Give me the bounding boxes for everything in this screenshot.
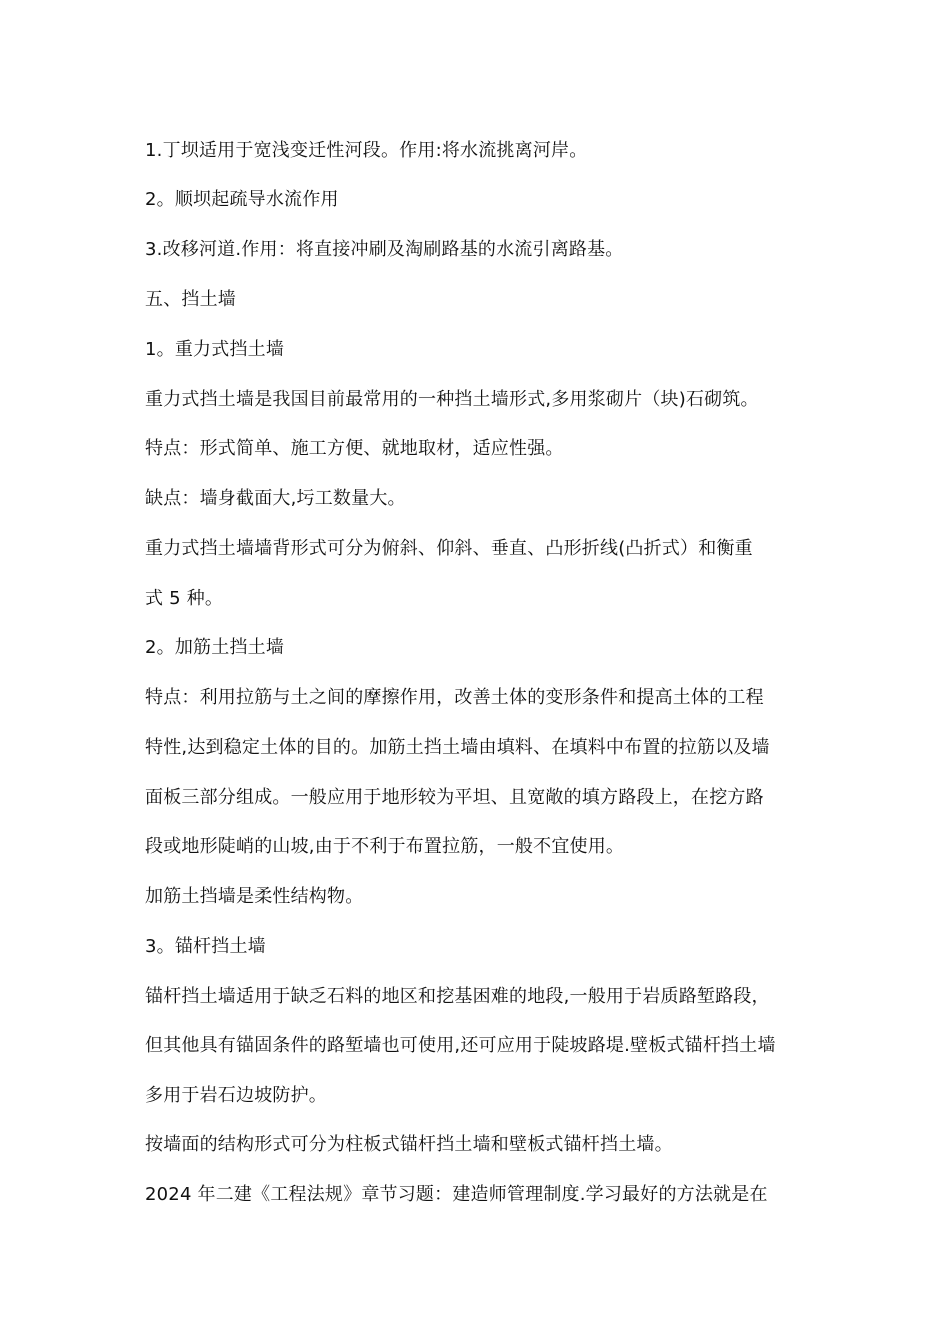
- text-line: 2。顺坝起疏导水流作用: [145, 189, 339, 210]
- text-line: 式 5 种。: [145, 588, 224, 609]
- text-line: 重力式挡土墙墙背形式可分为俯斜、仰斜、垂直、凸形折线(凸折式）和衡重: [145, 538, 753, 559]
- text-line: 2024 年二建《工程法规》章节习题：建造师管理制度.学习最好的方法就是在: [145, 1184, 768, 1205]
- text-line: 特点：形式简单、施工方便、就地取材，适应性强。: [145, 438, 564, 459]
- text-line: 锚杆挡土墙适用于缺乏石料的地区和挖基困难的地段,一般用于岩质路堑路段，: [145, 986, 770, 1007]
- section-heading: 五、挡土墙: [145, 289, 236, 310]
- text-line: 面板三部分组成。一般应用于地形较为平坦、且宽敞的填方路段上，在挖方路: [145, 787, 764, 808]
- text-line: 3.改移河道.作用：将直接冲刷及淘刷路基的水流引离路基。: [145, 239, 624, 260]
- text-line: 特性,达到稳定土体的目的。加筋土挡土墙由填料、在填料中布置的拉筋以及墙: [145, 737, 770, 758]
- text-line: 但其他具有锚固条件的路堑墙也可使用,还可应用于陡坡路堤.壁板式锚杆挡土墙: [145, 1035, 776, 1056]
- text-line: 多用于岩石边坡防护。: [145, 1085, 327, 1106]
- text-line: 1.丁坝适用于宽浅变迁性河段。作用:将水流挑离河岸。: [145, 140, 588, 161]
- text-line: 缺点：墙身截面大,圬工数量大。: [145, 488, 406, 509]
- subsection-heading: 1。重力式挡土墙: [145, 339, 285, 360]
- text-line: 特点：利用拉筋与土之间的摩擦作用，改善土体的变形条件和提高土体的工程: [145, 687, 764, 708]
- text-line: 加筋土挡墙是柔性结构物。: [145, 886, 364, 907]
- subsection-heading: 3。锚杆挡土墙: [145, 936, 266, 957]
- text-line: 按墙面的结构形式可分为柱板式锚杆挡土墙和壁板式锚杆挡土墙。: [145, 1134, 673, 1155]
- subsection-heading: 2。加筋土挡土墙: [145, 637, 285, 658]
- text-line: 段或地形陡峭的山坡,由于不利于布置拉筋，一般不宜使用。: [145, 836, 625, 857]
- text-line: 重力式挡土墙是我国目前最常用的一种挡土墙形式,多用浆砌片（块)石砌筑。: [145, 389, 759, 410]
